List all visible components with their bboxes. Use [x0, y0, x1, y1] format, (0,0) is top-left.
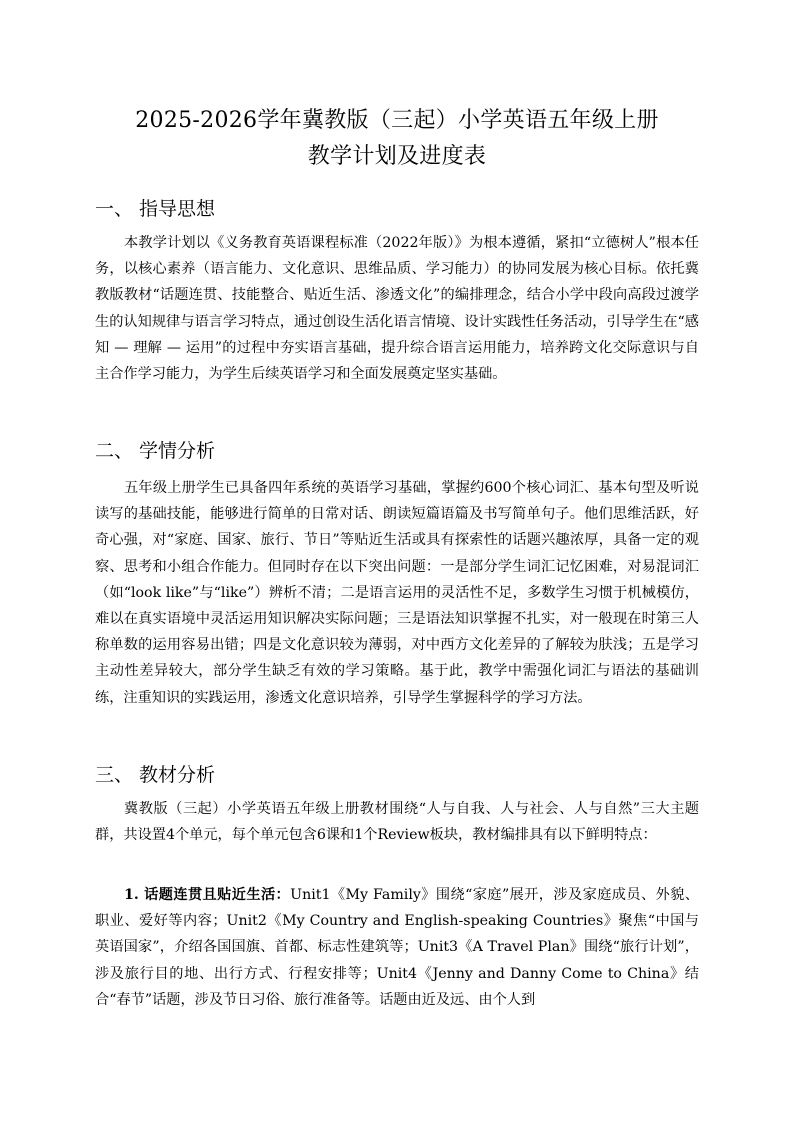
section-heading-guiding-ideology: 一、 指导思想	[95, 198, 216, 220]
paragraph-textbook-analysis: 冀教版（三起）小学英语五年级上册教材围绕“人与自我、人与社会、人与自然”三大主题群，共设置4个单元，每个单元包含6课和1个Review板块，教材编排具有以下鲜明特点：	[95, 801, 699, 844]
point-1-label: 1. 话题连贯且贴近生活：	[124, 887, 291, 903]
paragraph-guiding-ideology: 本教学计划以《义务教育英语课程标准（2022年版）》为根本遵循，紧扣“立德树人”根本任务，以核心素养（语言能力、文化意识、思维品质、学习能力）的协同发展为核心目标。依托冀教版教材“话题连贯、技能整合、贴近生活、渗透文化”的编排理念，结合小学中段向高段过渡学生的认知规律与语言学习特点，通过创设生活化语言情境、设计实践性任务活动，引导学生在“感知 — 理解 — 运用”的过程中夯实语言基础，提升综合语言运用能力，培养跨文化交际意识与自主合作学习能力，为学生后续英语学习和全面发展奠定坚实基础。	[95, 235, 699, 383]
title-line-1: 2025-2026学年冀教版（三起）小学英语五年级上册	[135, 108, 659, 133]
document-title	[0, 103, 794, 175]
title-line-2: 教学计划及进度表	[307, 144, 487, 169]
section-heading-student-analysis: 二、 学情分析	[95, 440, 216, 462]
point-1-text: Unit1《My Family》围绕“家庭”展开，涉及家庭成员、外貌、职业、爱好等内容；Unit2《My Country and English-speaking Countries》聚焦“中国与英语国家”，介绍各国国旗、首都、标志性建筑等；Unit3《A Travel Plan》围绕“旅行计划”，涉及旅行目的地、出行方式、行程安排等；Unit4《Jenny and Danny Come to China》结合“春节”话题，涉及节日习俗、旅行准备等。话题由近及远、由个人到	[95, 887, 699, 1008]
paragraph-point-1	[95, 882, 699, 1013]
paragraph-student-analysis: 五年级上册学生已具备四年系统的英语学习基础，掌握约600个核心词汇、基本句型及听说读写的基础技能，能够进行简单的日常对话、朗读短篇语篇及书写简单句子。他们思维活跃，好奇心强，对“家庭、国家、旅行、节日”等贴近生活或具有探索性的话题兴趣浓厚，具备一定的观察、思考和小组合作能力。但同时存在以下突出问题：一是部分学生词汇记忆困难，对易混词汇（如“look like”与“like”）辨析不清；二是语言运用的灵活性不足，多数学生习惯于机械模仿，难以在真实语境中灵活运用知识解决实际问题；三是语法知识掌握不扎实，对一般现在时第三人称单数的运用容易出错；四是文化意识较为薄弱，对中西方文化差异的了解较为肤浅；五是学习主动性差异较大，部分学生缺乏有效的学习策略。基于此，教学中需强化词汇与语法的基础训练，注重知识的实践运用，渗透文化意识培养，引导学生掌握科学的学习方法。	[95, 480, 699, 706]
section-heading-textbook-analysis: 三、 教材分析	[95, 764, 216, 786]
